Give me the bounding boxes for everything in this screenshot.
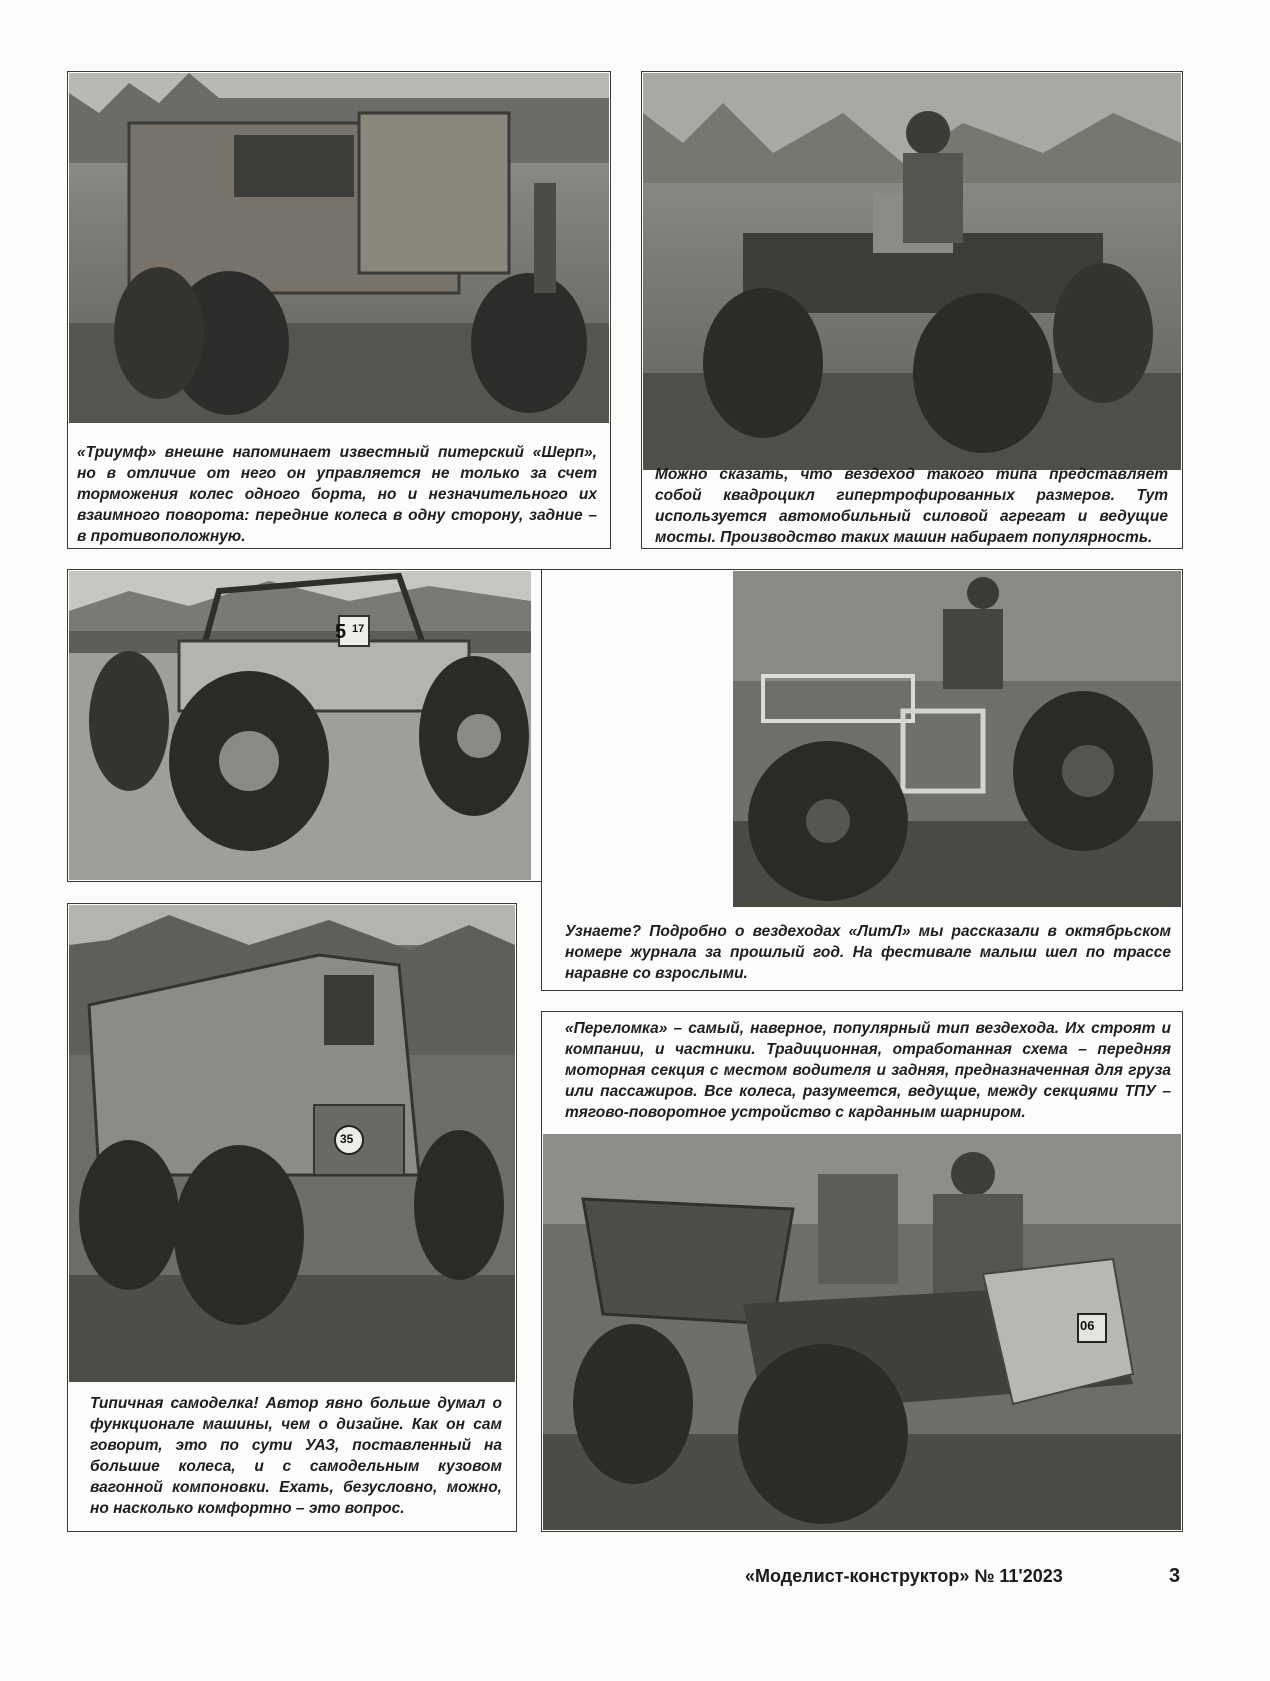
photo-quad xyxy=(643,73,1181,470)
photo-perelomka xyxy=(543,1134,1181,1530)
race-number-sport: 5 xyxy=(335,621,347,643)
caption-homemade: Типичная самоделка! Автор явно больше думал о функционале машины, чем о дизайне. Как он сам говорит, это по сути УАЗ, поставленный на большие колеса, и с самодельным кузовом вагонной компоновки. Ехать, безусловно, можно, но насколько комфортно – это вопрос. xyxy=(90,1395,502,1517)
race-number-homemade: 35 xyxy=(340,1132,354,1146)
race-number-sport-small: 17 xyxy=(352,623,365,635)
caption-quad: Можно сказать, что вездеход такого типа представляет собой квадроцикл гипертрофированных размеров. Тут используется автомобильный силовой агрегат и ведущие мосты. Производство таких машин набирает популярность. xyxy=(655,466,1168,546)
photo-sport xyxy=(69,571,531,880)
page-number: 3 xyxy=(1169,1565,1181,1587)
photo-litl xyxy=(733,571,1181,907)
magazine-title: «Моделист-конструктор» № 11'2023 xyxy=(745,1566,1063,1586)
photo-triumph xyxy=(69,73,609,423)
caption-perelomka: «Переломка» – самый, наверное, популярный тип вездехода. Их строят и компании, и частники. Традиционная, отработанная схема – передняя моторная секция с местом водителя и задняя, предназначенная для груза или пассажиров. Все колеса, разумеется, ведущие, между секциями ТПУ – тягово-поворотное устройство с карданным шарниром. xyxy=(565,1020,1171,1121)
caption-triumph: «Триумф» внешне напоминает известный питерский «Шерп», но в отличие от него он управляется не только за счет торможения колес одного борта, но и незначительного их взаимного поворота: передние колеса в одну сторону, задние – в противоположную. xyxy=(77,444,597,545)
race-number-perelomka: 06 xyxy=(1080,1318,1095,1333)
photo-homemade xyxy=(69,905,515,1382)
caption-litl: Узнаете? Подробно о вездеходах «ЛитЛ» мы рассказали в октябрьском номере журнала за прошлый год. На фестивале малыш шел по трассе наравне со взрослыми. xyxy=(565,923,1171,982)
